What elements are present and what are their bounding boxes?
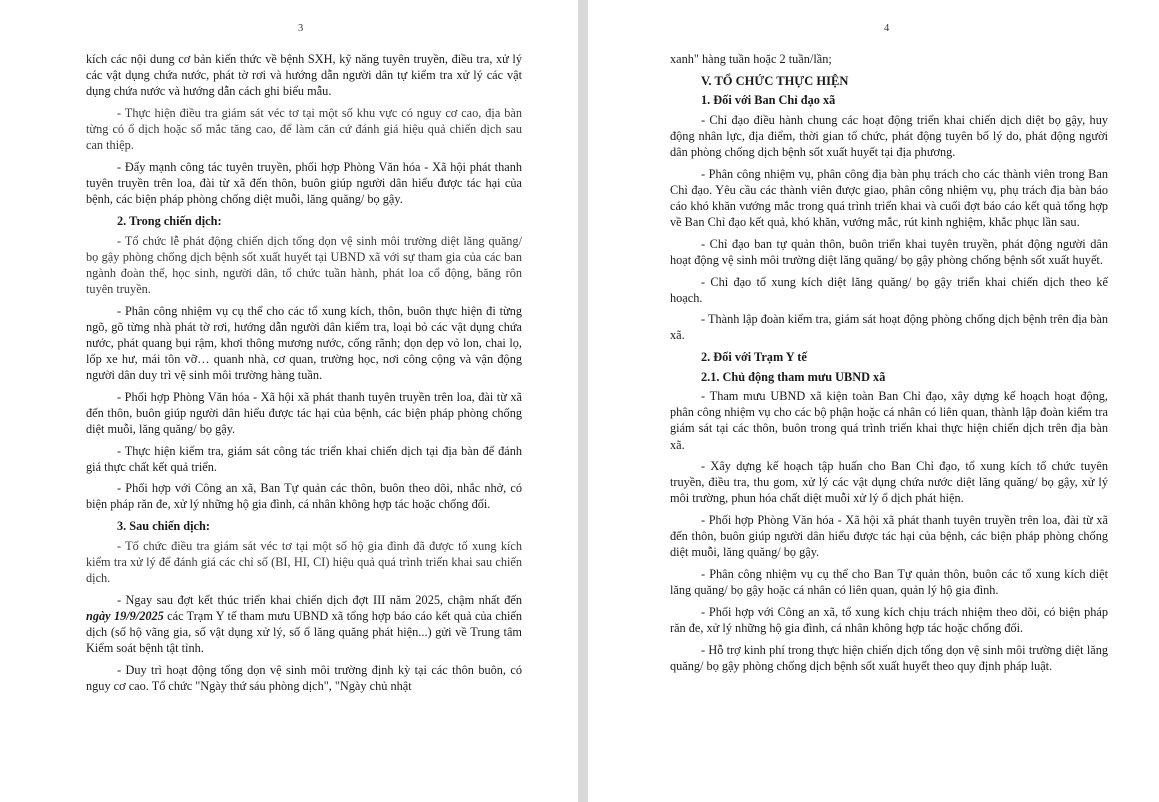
page-number: 3: [298, 23, 304, 34]
paragraph: kích các nội dung cơ bản kiến thức về bệnh SXH, kỹ năng tuyên truyền, điều tra, xử lý các vật dụng chứa nước, phát tờ rơi và hướng dẫn người dân tự kiểm tra xử lý các vật dụng chứa nước và hướng dẫn cách ghi biểu mẫu.: [86, 52, 522, 99]
page-body: [670, 51, 1108, 679]
paragraph: - Thành lập đoàn kiểm tra, giám sát hoạt động phòng chống dịch bệnh trên địa bàn xã.: [670, 312, 1108, 343]
paragraph: [86, 592, 522, 656]
section-heading: 2. Trong chiến dịch:: [117, 214, 222, 229]
chapter-heading: V. TỔ CHỨC THỰC HIỆN: [701, 73, 849, 88]
paragraph: - Xây dựng kế hoạch tập huấn cho Ban Chỉ đạo, tổ xung kích tổ chức tuyên truyền, điều tra, thu gom, xử lý các vật dụng chứa nước diệt lăng quăng/ bọ gậy, xử lý môi trường, phun hóa chất diệt muỗi xử lý ổ dịch phát hiện.: [670, 459, 1108, 506]
text-run: các Trạm Y tế tham mưu UBND xã tổng hợp báo cáo kết quả của chiến dịch (số hộ vãng gia, số vật dụng xử lý, số ổ lăng quăng phát hiện...) gửi về Trung tâm Kiểm soát bệnh tật tỉnh.: [86, 608, 522, 655]
paragraph: - Tổ chức lễ phát động chiến dịch tổng dọn vệ sinh môi trường diệt lăng quăng/ bọ gậy phòng chống dịch bệnh sốt xuất huyết tại UBND xã với sự tham gia của các ban ngành đoàn thể, học sinh, người dân, tổ chức tuần hành, phát loa cổ động, băng rôn tuyên truyền.: [86, 233, 522, 296]
paragraph: - Phân công nhiệm vụ, phân công địa bàn phụ trách cho các thành viên trong Ban Chỉ đạo. Yêu cầu các thành viên được giao, phân công nhiệm vụ, phụ trách địa bàn báo cáo khó khăn vướng mắc trong quá trình triển khai và cuối đợt báo cáo kết quả tổng hợp về Ban Chỉ đạo kết quả, khó khăn, vướng mắc, rút kinh nghiệm, khắc phục lần sau.: [670, 166, 1108, 230]
paragraph: - Hỗ trợ kinh phí trong thực hiện chiến dịch tổng dọn vệ sinh môi trường diệt lăng quăng/ bọ gậy phòng chống dịch bệnh sốt xuất huyết theo quy định pháp luật.: [670, 642, 1108, 673]
paragraph: - Chỉ đạo điều hành chung các hoạt động triển khai chiến dịch diệt bọ gậy, huy động nhân lực, địa điểm, thời gian tổ chức, phát động tuyên bố lý do, phát động người dân phòng chống dịch bệnh sốt xuất huyết tại địa phương.: [670, 112, 1108, 160]
paragraph: - Phối hợp Phòng Văn hóa - Xã hội xã phát thanh tuyên truyền trên loa, đài từ xã đến thôn, buôn giúp người dân hiểu được tác hại của bệnh, các biện pháp phòng chống diệt muỗi, lăng quăng/ bọ gậy.: [670, 513, 1108, 560]
document-page-3: [0, 0, 578, 802]
paragraph: - Phân công nhiệm vụ cụ thể cho Ban Tự quản thôn, buôn các tổ xung kích diệt lăng quăng/ bọ gậy hoặc cá nhân có liên quan, quản lý hộ gia đình.: [670, 566, 1108, 598]
paragraph: - Tham mưu UBND xã kiện toàn Ban Chỉ đạo, xây dựng kế hoạch hoạt động, phân công nhiệm vụ cho các bộ phận hoặc cá nhân có liên quan, thành lập đoàn kiểm tra giám sát tại các thôn, buôn trong quá trình triển khai thực hiện chiến dịch trên địa bàn xã.: [670, 389, 1108, 452]
paragraph: - Phối hợp với Công an xã, tổ xung kích chịu trách nhiệm theo dõi, có biện pháp răn đe, xử lý những hộ gia đình, cá nhân không hợp tác hoặc chống đối.: [670, 604, 1108, 635]
page-number: 4: [884, 23, 890, 34]
page-body: [86, 51, 522, 699]
paragraph: - Duy trì hoạt động tổng dọn vệ sinh môi trường định kỳ tại các thôn buôn, có nguy cơ cao. Tổ chức "Ngày thứ sáu phòng dịch", "Ngày chủ nhật: [86, 662, 522, 693]
paragraph: - Thực hiện điều tra giám sát véc tơ tại một số khu vực có nguy cơ cao, địa bàn từng có ổ dịch hoặc số mắc tăng cao, để làm căn cứ đánh giá hiệu quả chiến dịch sau can thiệp.: [86, 106, 522, 153]
section-heading: 1. Đối với Ban Chỉ đạo xã: [701, 93, 836, 108]
paragraph: - Chỉ đạo tổ xung kích diệt lăng quăng/ bọ gậy triển khai chiến dịch theo kế hoạch.: [670, 274, 1108, 305]
document-page-4: [588, 0, 1159, 802]
paragraph: - Tổ chức điều tra giám sát véc tơ tại một số hộ gia đình đã được tổ xung kích kiểm tra xử lý để đánh giá các chỉ số (BI, HI, CI) hiệu quả quá trình triển khai sau chiến dịch.: [86, 538, 522, 585]
section-heading: 2. Đối với Trạm Y tế: [701, 350, 807, 365]
paragraph: - Phân công nhiệm vụ cụ thể cho các tổ xung kích, thôn, buôn thực hiện đi từng ngõ, gõ từng nhà phát tờ rơi, hướng dẫn người dân kiểm tra, loại bỏ các vật dụng chứa nước, phát quang bụi rậm, khơi thông mương nước, cống rãnh; dọn dẹp vỏ lon, chai lọ, lốp xe hư, mái tôn vỡ… quanh nhà, cơ quan, trường học, nơi công cộng và vận động người dân duy trì vệ sinh môi trường hàng tuần.: [86, 303, 522, 382]
page-gutter: [578, 0, 588, 802]
text-run: - Ngay sau đợt kết thúc triển khai chiến dịch đợt III năm 2025, chậm nhất đến: [117, 592, 522, 607]
subsection-heading: 2.1. Chủ động tham mưu UBND xã: [701, 369, 886, 384]
deadline-date: ngày 19/9/2025: [86, 608, 164, 623]
paragraph: - Thực hiện kiểm tra, giám sát công tác triển khai chiến dịch tại địa bàn để đánh giá thực chất kết quả triển.: [86, 443, 522, 474]
paragraph: - Chỉ đạo ban tự quản thôn, buôn triển khai tuyên truyền, phát động người dân hoạt động vệ sinh môi trường diệt lăng quăng/ bọ gậy phòng chống bệnh sốt xuất huyết.: [670, 236, 1108, 267]
section-heading: 3. Sau chiến dịch:: [117, 519, 210, 534]
paragraph: - Phối hợp Phòng Văn hóa - Xã hội xã phát thanh tuyên truyền trên loa, đài từ xã đến thôn, buôn giúp người dân hiểu được tác hại của bệnh, các biện pháp phòng chống diệt muỗi, lăng quăng/ bọ gậy.: [86, 389, 522, 436]
paragraph: - Phối hợp với Công an xã, Ban Tự quản các thôn, buôn theo dõi, nhắc nhở, có biện pháp răn đe, xử lý những hộ gia đình, cá nhân không hợp tác hoặc chống đối.: [86, 481, 522, 512]
paragraph: - Đẩy mạnh công tác tuyên truyền, phối hợp Phòng Văn hóa - Xã hội phát thanh tuyên truyền trên loa, đài từ xã đến thôn, buôn giúp người dân hiểu được tác hại của bệnh, các biện pháp phòng chống diệt muỗi, lăng quăng/ bọ gậy.: [86, 160, 522, 207]
paragraph: xanh" hàng tuần hoặc 2 tuần/lần;: [670, 52, 832, 66]
